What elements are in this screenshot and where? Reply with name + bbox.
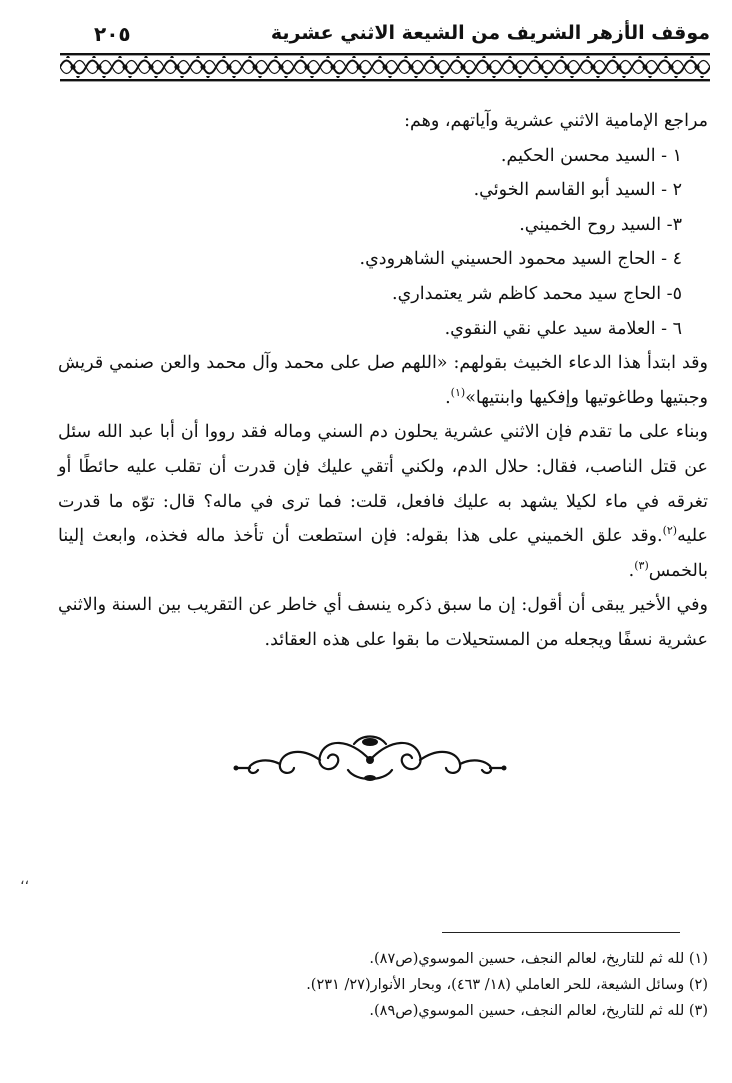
paragraph-end: . <box>445 387 451 408</box>
footnote: (٢) وسائل الشيعة، للحر العاملي (١٨/ ٤٦٣)، وبحار الأنوار(٢٧/ ٢٣١). <box>306 977 708 993</box>
paragraph-text: .وقد علق الخميني على هذا بقوله: فإن استطعت أن تأخذ ماله فخذه، وابعث إلينا بالخمس <box>58 526 708 581</box>
list-item: ١ - السيد محسن الحكيم. <box>500 145 682 166</box>
floral-divider-icon <box>230 730 510 790</box>
footnote-ref[interactable]: (١) <box>450 385 466 399</box>
margin-marks: ،، <box>20 872 30 888</box>
list-item: ٢ - السيد أبو القاسم الخوئي. <box>473 180 682 201</box>
footnote: (١) لله ثم للتاريخ، لعالم النجف، حسين الموسوي(ص٨٧). <box>369 951 708 967</box>
list-item: ٣- السيد روح الخميني. <box>519 214 682 235</box>
footnotes <box>58 946 708 1024</box>
page-number: ٢٠٥ <box>94 22 131 46</box>
paragraph <box>58 415 708 588</box>
running-title: موقف الأزهر الشريف من الشيعة الاثني عشرية <box>270 22 710 44</box>
footnote-ref[interactable]: (٣) <box>634 558 649 572</box>
footnote-separator <box>442 932 680 933</box>
footnote: (٣) لله ثم للتاريخ، لعالم النجف، حسين الموسوي(ص٨٩). <box>369 1003 708 1019</box>
ornamental-border-icon <box>60 52 710 82</box>
paragraph-end: . <box>628 560 635 581</box>
paragraph <box>58 346 708 415</box>
footnote-ref[interactable]: (٢) <box>662 524 678 538</box>
intro-line: مراجع الإمامية الاثني عشرية وآياتهم، وهم: <box>404 111 708 131</box>
paragraph-text: وقد ابتدأ هذا الدعاء الخبيث بقولهم: «اللهم صل على محمد وآل محمد والعن صنمي قريش وجبتيها وطاغوتيها وإفكيها وابنتيها» <box>58 353 708 408</box>
list-item: ٦ - العلامة سيد علي نقي النقوي. <box>444 318 682 339</box>
page-header <box>60 18 710 86</box>
list-item: ٥- الحاج سيد محمد كاظم شر يعتمداري. <box>392 283 682 304</box>
paragraph: وفي الأخير يبقى أن أقول: إن ما سبق ذكره ينسف أي خاطر عن التقريب بين السنة والاثني عشرية نسفًا ويجعله من المستحيلات ما بقوا على هذه العقائد. <box>58 595 708 650</box>
main-text <box>58 104 708 658</box>
list-item: ٤ - الحاج السيد محمود الحسيني الشاهرودي. <box>359 249 682 270</box>
paragraph-text: وبناء على ما تقدم فإن الاثني عشرية يحلون دم السني وماله فقد رووا أن أبا عبد الله سئل عن قتل الناصب، فقال: حلال الدم، ولكني أتقي عليك فإن قدرت أن تقلب عليه حائطًا أو تغرقه في ماء لكيلا يشهد به عليك فافعل، قلت: فما ترى في ماله؟ قال: توّه ما قدرت عليه <box>58 422 708 547</box>
